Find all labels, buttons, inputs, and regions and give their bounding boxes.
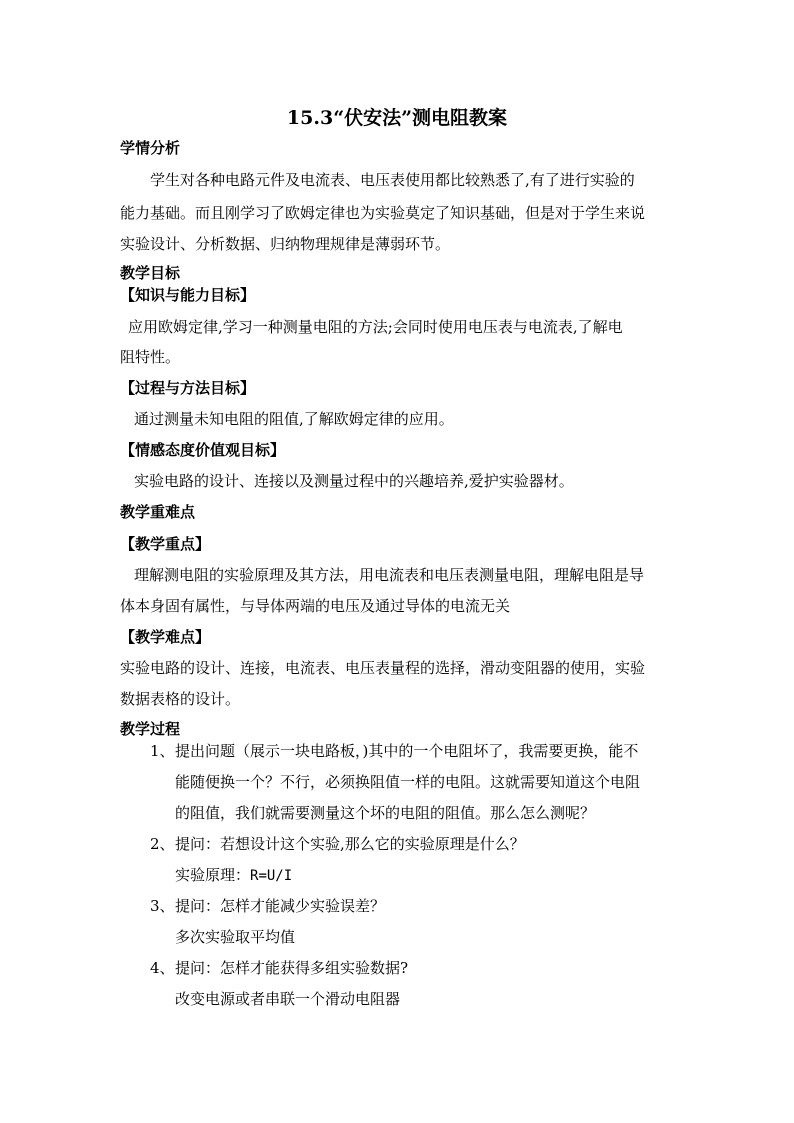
subheading-difficulty: 【教学难点】 bbox=[120, 628, 211, 646]
paragraph-line: 应用欧姆定律,学习一种测量电阻的方法;会同时使用电压表与电流表,了解电 bbox=[128, 318, 623, 336]
section-heading-guocheng: 教学过程 bbox=[120, 720, 181, 738]
section-heading-mubiao: 教学目标 bbox=[120, 264, 181, 282]
subheading-key: 【教学重点】 bbox=[120, 535, 211, 553]
paragraph-line: 实验设计、分析数据、归纳物理规律是薄弱环节。 bbox=[120, 235, 451, 253]
list-item-answer: 多次实验取平均值 bbox=[175, 928, 296, 946]
list-item-line: 提问：若想设计这个实验,那么它的实验原理是什么？ bbox=[175, 835, 525, 853]
paragraph-line: 学生对各种电路元件及电流表、电压表使用都比较熟悉了,有了进行实验的 bbox=[150, 171, 635, 189]
subheading-knowledge: 【知识与能力目标】 bbox=[120, 286, 256, 304]
paragraph-line: 实验电路的设计、连接以及测量过程中的兴趣培养,爱护实验器材。 bbox=[134, 472, 574, 490]
paragraph-line: 实验电路的设计、连接，电流表、电压表量程的选择，滑动变阻器的使用，实验 bbox=[120, 659, 646, 677]
list-number: 4、 bbox=[150, 959, 175, 977]
paragraph-line: 通过测量未知电阻的阻值,了解欧姆定律的应用。 bbox=[134, 410, 454, 428]
list-item-answer: 改变电源或者串联一个滑动电阻器 bbox=[175, 990, 401, 1008]
paragraph-line: 阻特性。 bbox=[120, 348, 181, 366]
section-heading-xueqing: 学情分析 bbox=[120, 139, 181, 157]
list-item-line: 提问：怎样才能获得多组实验数据? bbox=[175, 959, 409, 977]
paragraph-line: 理解测电阻的实验原理及其方法，用电流表和电压表测量电阻，理解电阻是导 bbox=[134, 566, 645, 584]
paragraph-line: 数据表格的设计。 bbox=[120, 690, 241, 708]
subheading-process: 【过程与方法目标】 bbox=[120, 379, 256, 397]
paragraph-line: 体本身固有属性，与导体两端的电压及通过导体的电流无关 bbox=[120, 597, 511, 615]
formula: R=U/I bbox=[250, 868, 293, 884]
list-item-line: 能随便换一个？不行，必须换阻值一样的电阻。这就需要知道这个电阻 bbox=[175, 773, 641, 791]
list-item-line: 提出问题（展示一块电路板，)其中的一个电阻坏了，我需要更换，能不 bbox=[175, 742, 639, 760]
list-item-line: 提问：怎样才能减少实验误差？ bbox=[175, 897, 386, 915]
section-heading-zhongnan: 教学重难点 bbox=[120, 503, 196, 521]
answer-prefix: 实验原理： bbox=[175, 866, 251, 884]
list-number: 2、 bbox=[150, 835, 175, 853]
document-title: 15.3“伏安法”测电阻教案 bbox=[286, 107, 508, 129]
list-item-line: 的阻值，我们就需要测量这个坏的电阻的阻值。那么怎么测呢？ bbox=[175, 804, 596, 822]
paragraph-line: 能力基础。而且刚学习了欧姆定律也为实验莫定了知识基础，但是对于学生来说 bbox=[120, 204, 646, 222]
list-number: 1、 bbox=[150, 742, 175, 760]
list-number: 3、 bbox=[150, 897, 175, 915]
list-item-answer bbox=[175, 865, 292, 886]
subheading-emotion: 【情感态度价值观目标】 bbox=[120, 441, 286, 459]
